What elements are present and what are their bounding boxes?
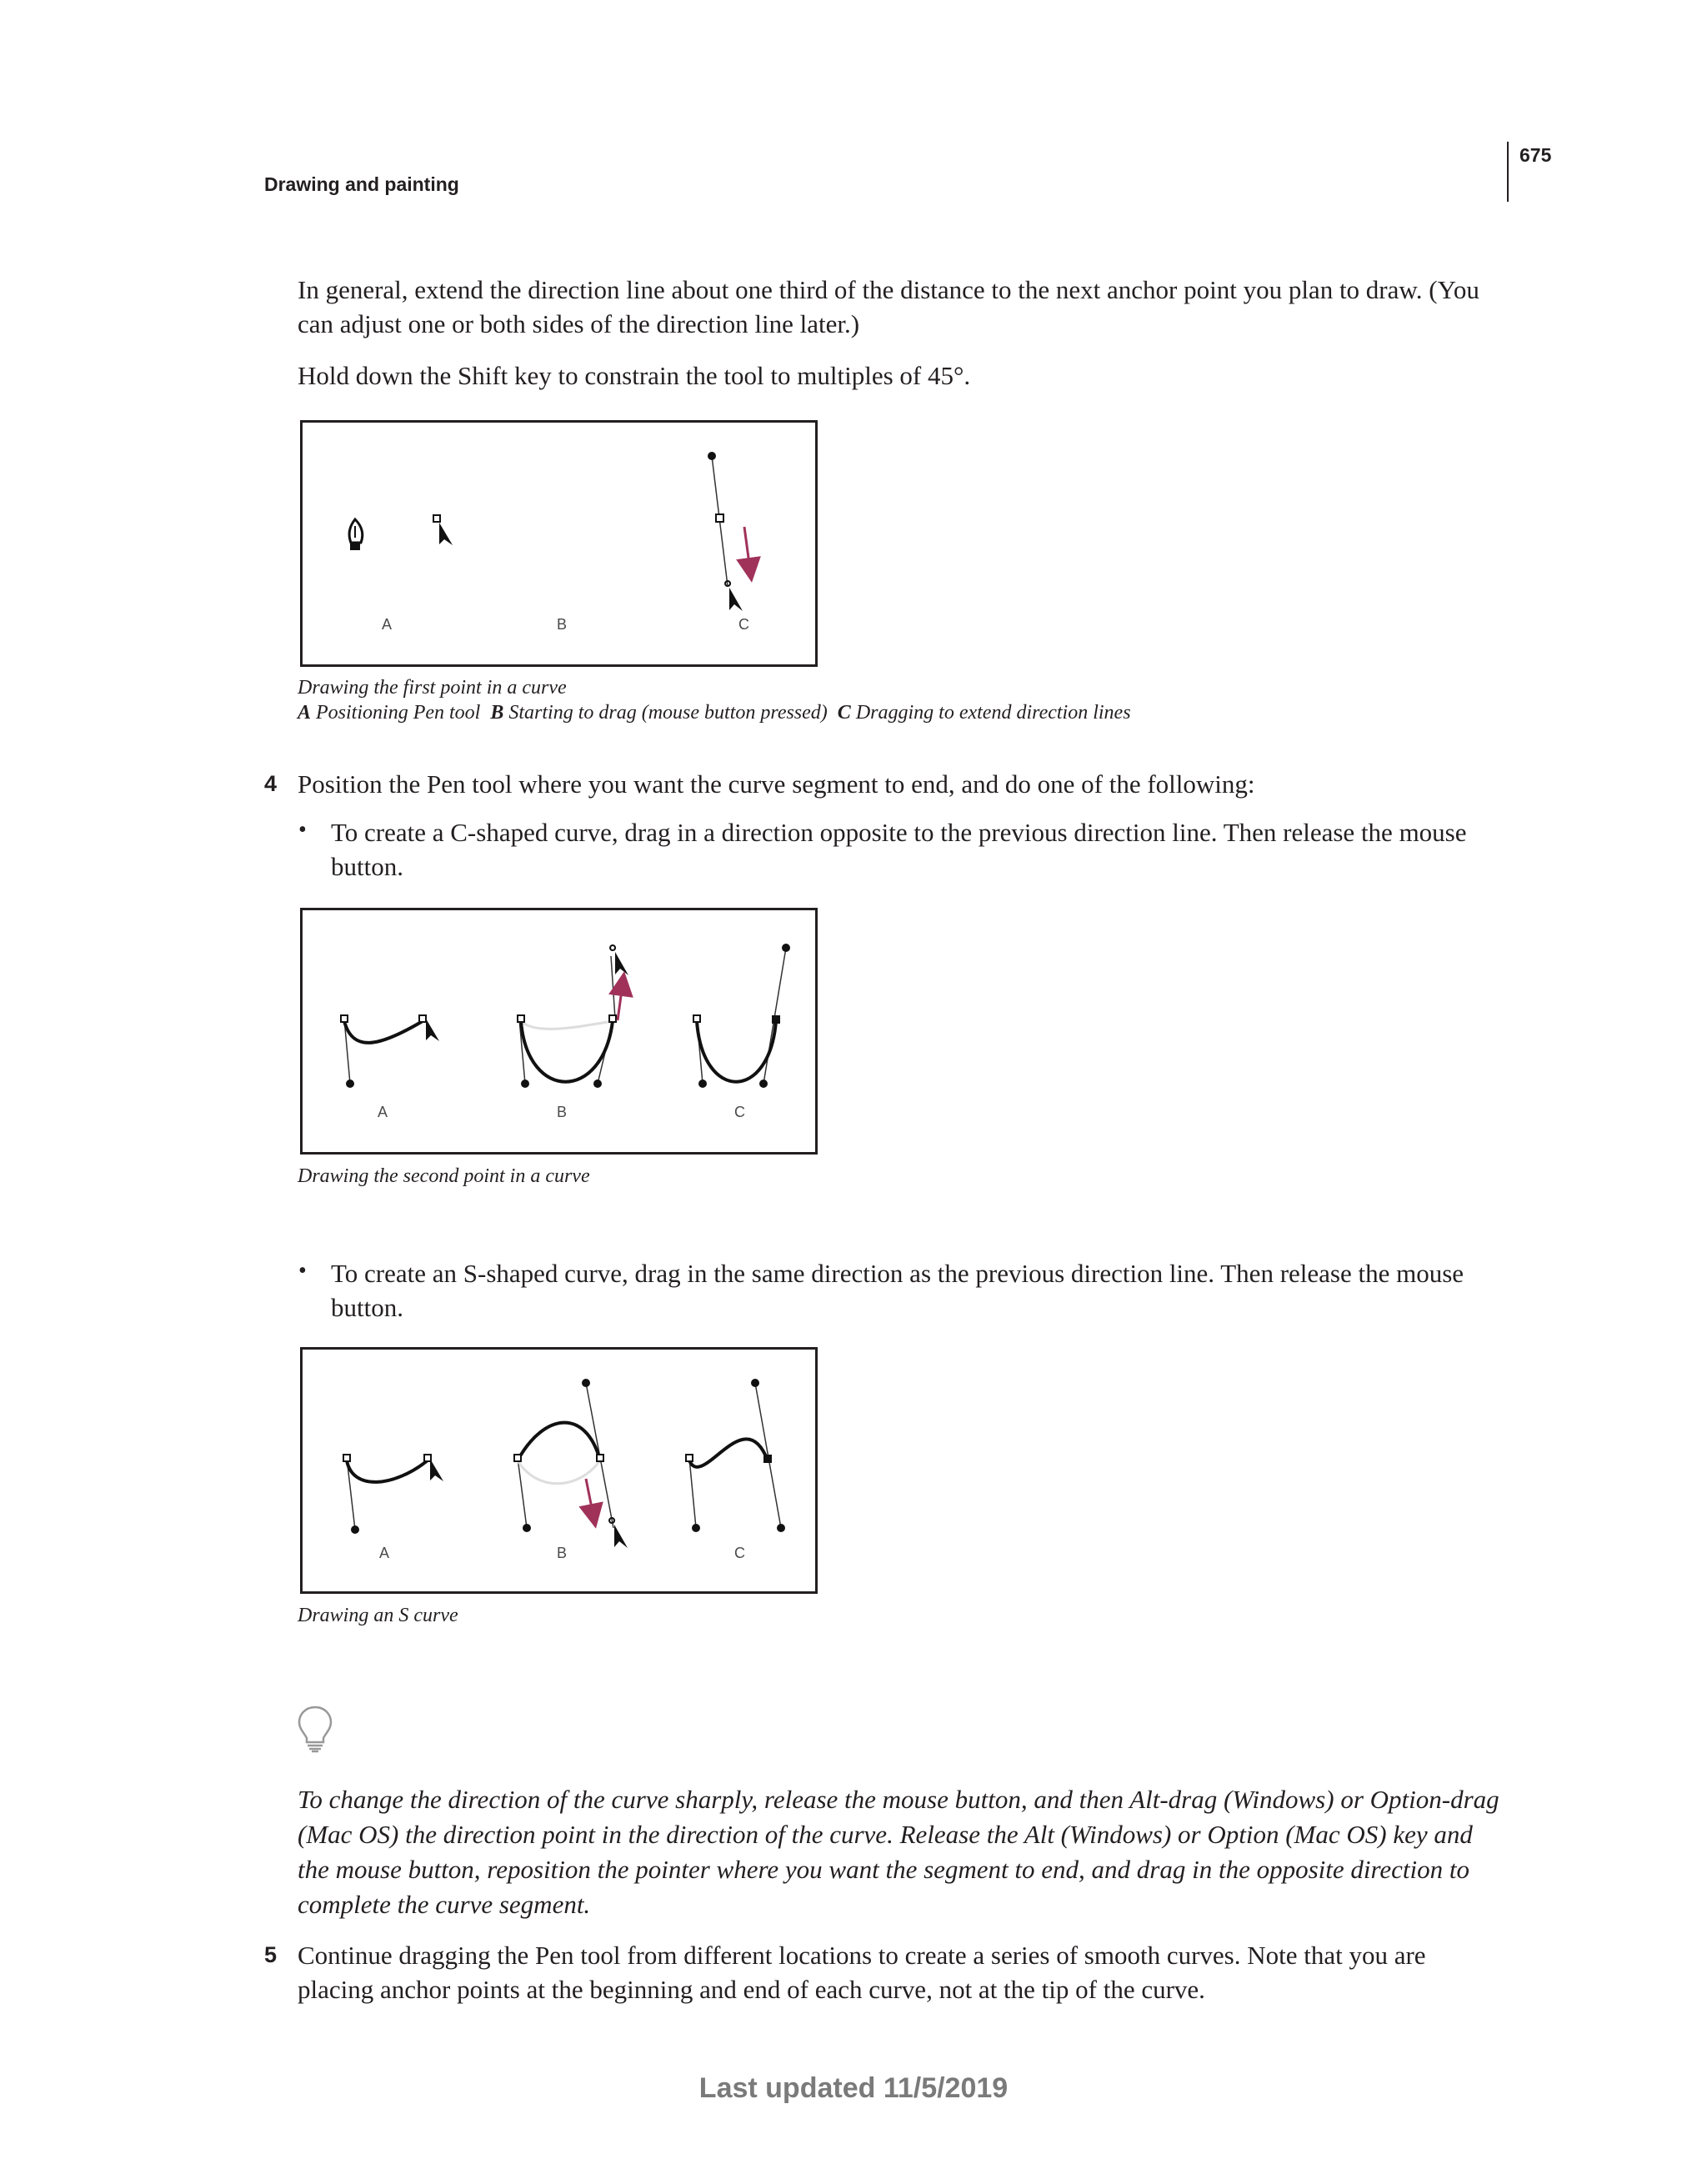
c-curve-c xyxy=(693,944,790,1088)
bullet-2-text: To create an S-shaped curve, drag in the same direction as the previous direction line. Then release the mouse button. xyxy=(331,1259,1464,1322)
caption-key-b: B xyxy=(490,702,504,724)
figure2-caption: Drawing the second point in a curve xyxy=(298,1165,590,1187)
figure1-caption-key xyxy=(298,700,1548,725)
c-curve-a xyxy=(341,1015,439,1088)
caption-text-b: Starting to drag (mouse button pressed) xyxy=(508,702,828,724)
figure1-caption-title: Drawing the first point in a curve xyxy=(298,677,567,699)
figure2-label-a: A xyxy=(378,1104,388,1120)
figure-s-curve xyxy=(300,1347,818,1594)
intro-paragraph-2: Hold down the Shift key to constrain the tool to multiples of 45°. xyxy=(298,361,971,390)
pen-tool-icon xyxy=(349,519,363,550)
figure-first-point xyxy=(300,420,818,667)
figure3-label-b: B xyxy=(557,1545,568,1561)
caption-key-c: C xyxy=(837,702,851,724)
tip-text: To change the direction of the curve sharply, release the mouse button, and then Alt-drag (Windows) or Option-drag (Mac OS) the direction point in the direction of the curve. Release the Alt (Windows) or Option (Mac OS) key and the mouse button, reposition the pointer where you want the segment to end, and drag in the opposite direction to complete the curve segment. xyxy=(298,1785,1499,1919)
running-header: Drawing and painting xyxy=(264,173,459,195)
s-curve-c xyxy=(686,1379,785,1532)
figure1-label-b: B xyxy=(557,616,568,633)
anchor-and-pointer-b xyxy=(433,515,453,545)
caption-text-c: Dragging to extend direction lines xyxy=(855,702,1131,724)
footer-last-updated: Last updated 11/5/2019 xyxy=(698,2072,1009,2104)
step-5-number: 5 xyxy=(264,1942,278,1967)
figure-second-point xyxy=(300,908,818,1155)
bullet-1-text: To create a C-shaped curve, drag in a direction opposite to the previous direction line. Then release the mouse button. xyxy=(331,818,1467,881)
lightbulb-icon xyxy=(296,1705,334,1755)
header-divider xyxy=(1507,142,1509,202)
figure-second-point-svg xyxy=(303,910,820,1157)
bullet-2-marker: • xyxy=(298,1258,307,1284)
figure2-label-b: B xyxy=(557,1104,568,1120)
step-4-text: Position the Pen tool where you want the curve segment to end, and do one of the following: xyxy=(298,769,1255,799)
direction-line-c xyxy=(708,452,750,611)
s-curve-a xyxy=(343,1455,443,1534)
bullet-1-marker: • xyxy=(298,817,307,843)
figure3-label-c: C xyxy=(734,1545,745,1561)
step-4-number: 4 xyxy=(264,771,278,796)
figure2-label-c: C xyxy=(734,1104,745,1120)
figure1-label-c: C xyxy=(738,616,749,633)
step-5-text: Continue dragging the Pen tool from different locations to create a series of smooth curves. Note that you are placing anchor points at the beginning and end of each curve, not at the tip of the curve. xyxy=(298,1941,1426,2004)
page-number: 675 xyxy=(1519,144,1552,166)
s-curve-b xyxy=(514,1379,628,1548)
figure3-caption: Drawing an S curve xyxy=(298,1605,458,1626)
figure-first-point-svg xyxy=(303,423,820,669)
figure3-label-a: A xyxy=(379,1545,390,1561)
figure-s-curve-svg xyxy=(303,1350,820,1596)
intro-paragraph-1: In general, extend the direction line about one third of the distance to the next anchor point you plan to draw. (You can adjust one or both sides of the direction line later.) xyxy=(298,275,1479,338)
caption-text-a: Positioning Pen tool xyxy=(316,702,481,724)
c-curve-b xyxy=(518,945,628,1088)
caption-key-a: A xyxy=(298,702,312,724)
figure1-label-a: A xyxy=(382,616,393,633)
